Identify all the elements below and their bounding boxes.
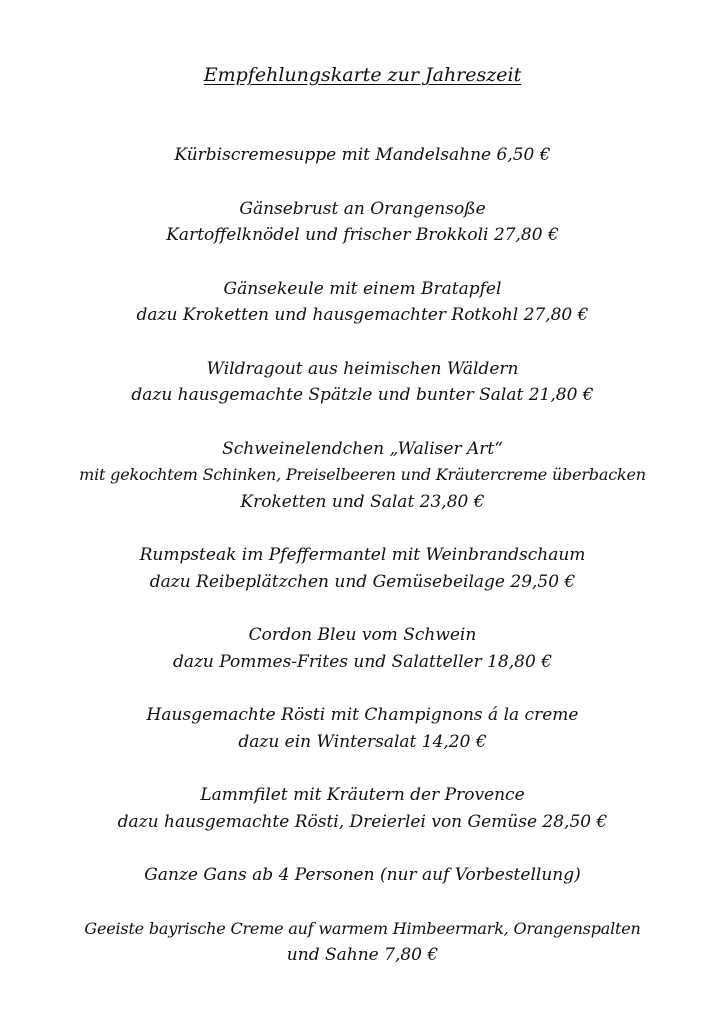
menu-item-line: Kürbiscremesuppe mit Mandelsahne 6,50 €: [174, 145, 551, 165]
menu-item-line: Geeiste bayrische Creme auf warmem Himbeermark, Orangenspalten: [84, 918, 641, 938]
menu-item: [0, 862, 725, 889]
menu-list: [0, 142, 725, 996]
menu-item-line: dazu hausgemachte Rösti, Dreierlei von Gemüse 28,50 €: [117, 811, 608, 832]
menu-item-line: Lammfilet mit Kräutern der Provence: [200, 785, 525, 805]
menu-item: [0, 356, 725, 409]
menu-item: [0, 196, 725, 249]
menu-item: [0, 436, 725, 516]
menu-item-line: Kroketten und Salat 23,80 €: [240, 491, 485, 512]
menu-item-line: dazu ein Wintersalat 14,20 €: [238, 731, 487, 752]
menu-item: [0, 142, 725, 169]
menu-item-line: und Sahne 7,80 €: [286, 945, 439, 965]
menu-item-line: Kartoffelknödel und frischer Brokkoli 27,80 €: [166, 225, 559, 245]
menu-item: [0, 702, 725, 755]
menu-item: [0, 916, 725, 969]
menu-item-line: Hausgemachte Rösti mit Champignons á la creme: [146, 705, 579, 725]
menu-item: [0, 542, 725, 595]
menu-item-line: dazu Kroketten und hausgemachter Rotkohl 27,80 €: [136, 305, 589, 325]
menu-item-line: Cordon Bleu vom Schwein: [248, 625, 477, 645]
menu-item-line: mit gekochtem Schinken, Preiselbeeren und Kräutercreme überbacken: [79, 465, 646, 484]
menu-item-line: Ganze Gans ab 4 Personen (nur auf Vorbestellung): [144, 865, 581, 885]
page-title: Empfehlungskarte zur Jahreszeit: [203, 64, 522, 86]
menu-item: [0, 782, 725, 835]
menu-item-line: Gänsekeule mit einem Bratapfel: [223, 278, 502, 299]
menu-item-line: Schweinelendchen „Waliser Art“: [222, 438, 503, 459]
menu-item-line: dazu Reibeplätzchen und Gemüsebeilage 29,50 €: [149, 571, 576, 592]
menu-item-line: Wildragout aus heimischen Wäldern: [206, 358, 519, 379]
menu-item-line: Rumpsteak im Pfeffermantel mit Weinbrandschaum: [139, 545, 586, 565]
menu-item: [0, 622, 725, 675]
menu-item: [0, 276, 725, 329]
menu-item-line: dazu hausgemachte Spätzle und bunter Salat 21,80 €: [131, 385, 594, 405]
menu-item-line: dazu Pommes-Frites und Salatteller 18,80 €: [172, 651, 553, 672]
menu-item-line: Gänsebrust an Orangensoße: [239, 198, 486, 219]
